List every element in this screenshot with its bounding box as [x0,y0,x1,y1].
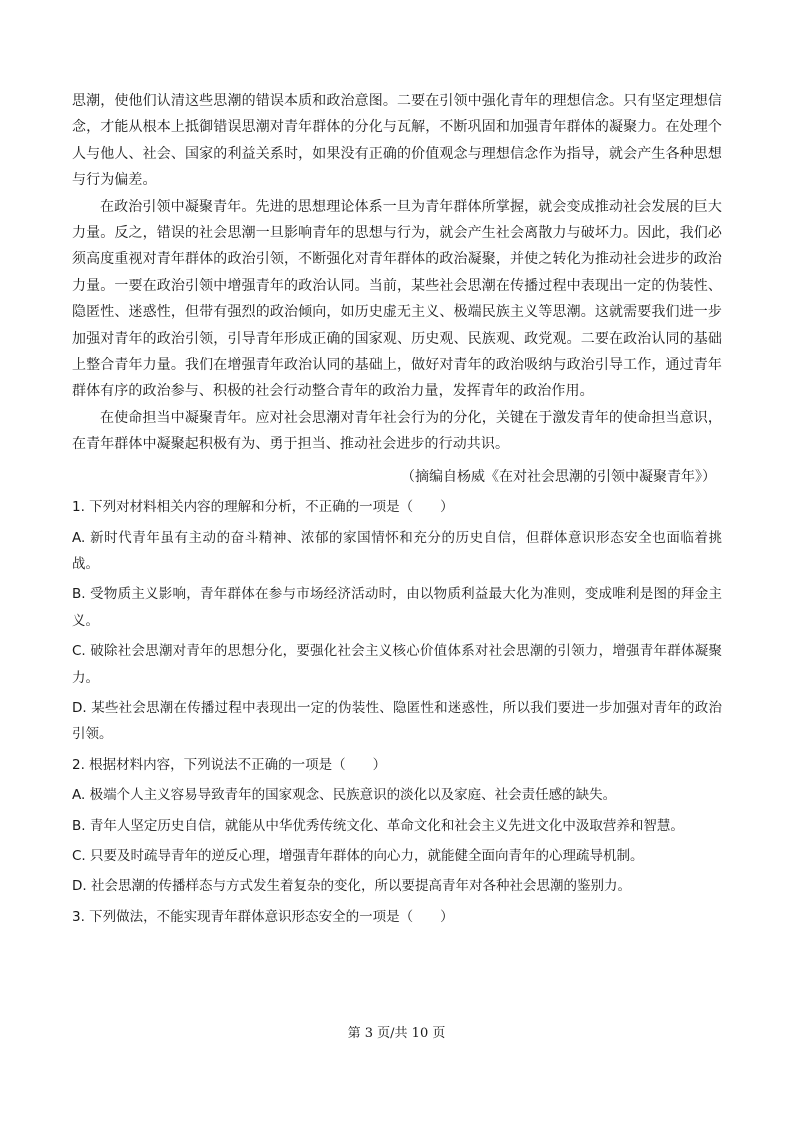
option-a: A. 极端个人主义容易导致青年的国家观念、民族意识的淡化以及家庭、社会责任感的缺失。 [72,787,617,804]
option-b: B. 青年人坚定历史自信，就能从中华优秀传统文化、革命文化和社会主义先进文化中汲取营养和智慧。 [72,817,684,834]
question-2 [72,752,722,900]
question-stem: 1. 下列对材料相关内容的理解和分析，不正确的一项是（ ） [72,499,454,516]
document-body [72,88,722,930]
option-d: D. 社会思潮的传播样态与方式发生着复杂的变化，所以要提高青年对各种社会思潮的鉴别力。 [72,878,631,895]
body-paragraph-1: 思潮，使他们认清这些思潮的错误本质和政治意图。二要在引领中强化青年的理想信念。只有坚定理想信念，才能从根本上抵御错误思潮对青年群体的分化与瓦解，不断巩固和加强青年群体的凝聚力。在处理个人与他人、社会、国家的利益关系时，如果没有正确的价值观念与理想信念作为指导，就会产生各种思想与行为偏差。 [72,93,722,189]
body-paragraph-3: 在使命担当中凝聚青年。应对社会思潮对青年社会行为的分化，关键在于激发青年的使命担当意识，在青年群体中凝聚起积极有为、勇于担当、推动社会进步的行动共识。 [72,409,722,453]
page-number-footer: 第 3 页/共 10 页 [347,1026,446,1041]
question-1 [72,494,722,748]
question-3 [72,904,722,930]
option-a: A. 新时代青年虽有主动的奋斗精神、浓郁的家国情怀和充分的历史自信，但群体意识形态安全也面临着挑战。 [72,529,722,572]
source-citation: （摘编自杨威《在对社会思潮的引领中凝聚青年》） [401,468,716,485]
option-b: B. 受物质主义影响，青年群体在参与市场经济活动时，由以物质利益最大化为准则，变成唯利是图的拜金主义。 [72,586,722,629]
option-c: C. 破除社会思潮对青年的思想分化，要强化社会主义核心价值体系对社会思潮的引领力，增强青年群体凝聚力。 [72,643,722,686]
question-stem: 3. 下列做法，不能实现青年群体意识形态安全的一项是（ ） [72,908,454,925]
option-d: D. 某些社会思潮在传播过程中表现出一定的伪装性、隐匿性和迷惑性，所以我们要进一步加强对青年的政治引领。 [72,699,722,743]
question-stem: 2. 根据材料内容，下列说法不正确的一项是（ ） [72,756,387,773]
option-c: C. 只要及时疏导青年的逆反心理，增强青年群体的向心力，就能健全面向青年的心理疏导机制。 [72,847,644,864]
body-paragraph-2: 在政治引领中凝聚青年。先进的思想理论体系一旦为青年群体所掌握，就会变成推动社会发展的巨大力量。反之，错误的社会思潮一旦影响青年的思想与行为，就会产生社会离散力与破坏力。因此，我们必须高度重视对青年群体的政治引领，不断强化对青年群体的政治凝聚，并使之转化为推动社会进步的政治力量。一要在政治引领中增强青年的政治认同。当前，某些社会思潮在传播过程中表现出一定的伪装性、隐匿性、迷惑性，但带有强烈的政治倾向，如历史虚无主义、极端民族主义等思潮。这就需要我们进一步加强对青年的政治引领，引导青年形成正确的国家观、历史观、民族观、政党观。二要在政治认同的基础上整合青年力量。我们在增强青年政治认同的基础上，做好对青年的政治吸纳与政治引导工作，通过青年群体有序的政治参与、积极的社会行动整合青年的政治力量，发挥青年的政治作用。 [72,198,722,400]
